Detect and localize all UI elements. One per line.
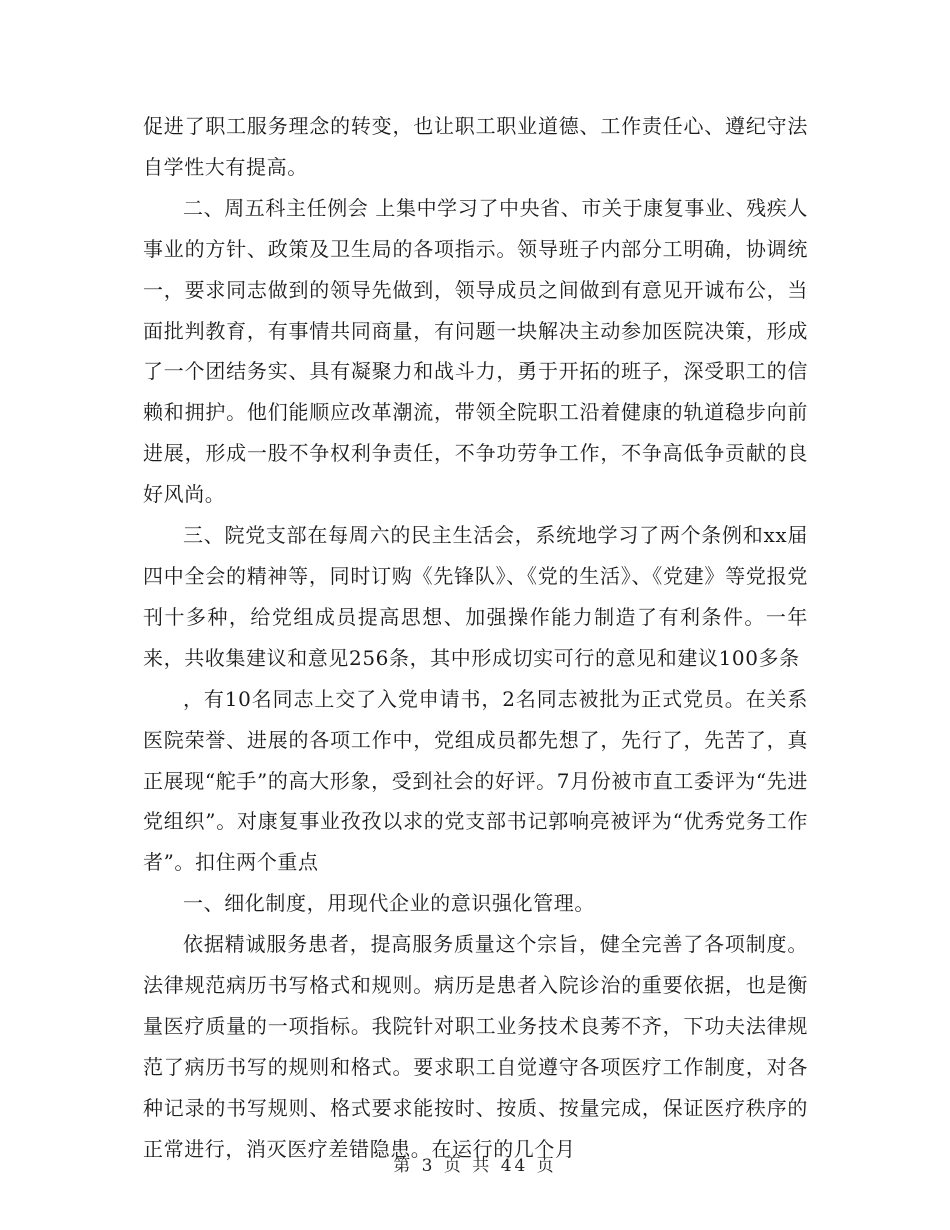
footer-middle: 页 共 [443, 1156, 493, 1176]
page-footer [0, 1151, 950, 1176]
paragraph-6: 依据精诚服务患者，提高服务质量这个宗旨，健全完善了各项制度。法律规范病历书写格式和规则。病历是患者入院诊治的重要依据，也是衡量医疗质量的一项指标。我院针对职工业务技术良莠不齐，下功夫法律规范了病历书写的规则和格式。要求职工自觉遵守各项医疗工作制度，对各种记录的书写规则、格式要求能按时、按质、按量完成，保证医疗秩序的正常进行，消灭医疗差错隐患。在运行的几个月 [143, 932, 808, 1161]
total-page-count: 44 [500, 1156, 529, 1176]
document-body [143, 106, 808, 1170]
paragraph-1: 促进了职工服务理念的转变，也让职工职业道德、工作责任心、遵纪守法自学性大有提高。 [143, 114, 808, 179]
footer-prefix: 第 [393, 1156, 414, 1176]
paragraph-5: 一、细化制度，用现代企业的意识强化管理。 [183, 891, 595, 916]
footer-suffix: 页 [536, 1156, 557, 1176]
current-page-number: 3 [421, 1156, 436, 1176]
paragraph-4: ，有10名同志上交了入党申请书，2名同志被批为正式党员。在关系医院荣誉、进展的各项工作中，党组成员都先想了，先行了，先苦了，真正展现“舵手”的高大形象，受到社会的好评。7月份被市直工委评为“先进党组织”。对康复事业孜孜以求的党支部书记郭响亮被评为“优秀党务工作者”。扣住两个重点 [143, 686, 808, 875]
paragraph-2: 二、周五科主任例会 上集中学习了中央省、市关于康复事业、残疾人事业的方针、政策及卫生局的各项指示。领导班子内部分工明确，协调统一，要求同志做到的领导先做到，领导成员之间做到有意见开诚布公，当面批判教育，有事情共同商量，有问题一块解决主动参加医院决策，形成了一个团结务实、具有凝聚力和战斗力，勇于开拓的班子，深受职工的信赖和拥护。他们能顺应改革潮流，带领全院职工沿着健康的轨道稳步向前进展，形成一股不争权利争责任，不争功劳争工作，不争高低争贡献的良好风尚。 [143, 195, 808, 507]
paragraph-3: 三、院党支部在每周六的民主生活会，系统地学习了两个条例和xx届四中全会的精神等，同时订购《先锋队》、《党的生活》、《党建》等党报党刊十多种，给党组成员提高思想、加强操作能力制造了有利条件。一年来，共收集建议和意见256条，其中形成切实可行的意见和建议100多条 [143, 523, 808, 670]
